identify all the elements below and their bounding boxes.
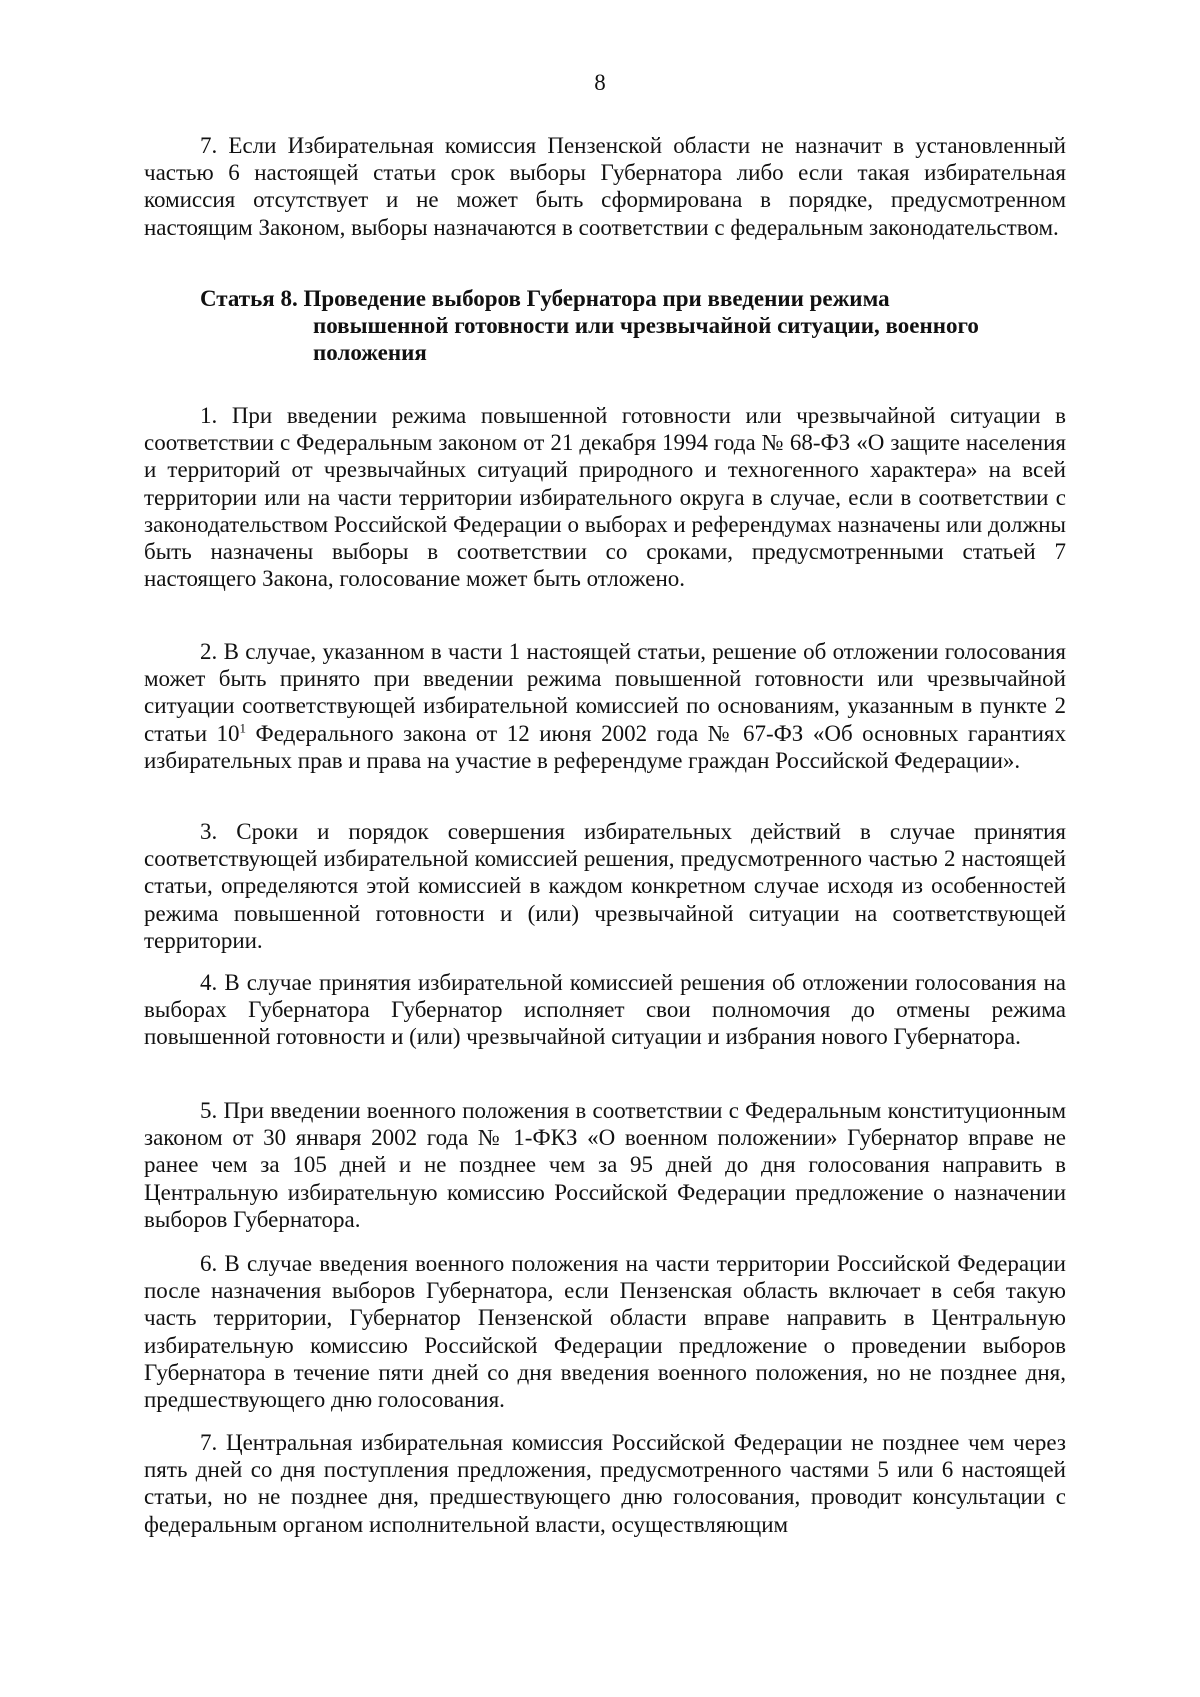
page-number: 8: [594, 70, 606, 95]
paragraph-2-superscript: 1: [239, 719, 247, 735]
article-heading: [200, 285, 1060, 367]
paragraph-2-text-a: 2. В случае, указанном в части 1 настоящей статьи, решение об отложении голосования может быть принято при введении режима повышенной готовности или чрезвычайной ситуации соответствующей избирательной комиссией по основаниям, указанным в пункте 2 статьи 10: [144, 639, 1066, 746]
paragraph-5: 5. При введении военного положения в соответствии с Федеральным конституционным законом от 30 января 2002 года № 1-ФКЗ «О военном положении» Губернатор вправе не ранее чем за 105 дней и не позднее чем за 95 дней до дня голосования направить в Центральную избирательную комиссию Российской Федерации предложение о назначении выборов Губернатора.: [144, 1098, 1066, 1232]
paragraph-6: 6. В случае введения военного положения на части территории Российской Федерации после назначения выборов Губернатора, если Пензенская область включает в себя такую часть территории, Губернатор Пензенской области вправе направить в Центральную избирательную комиссию Российской Федерации предложение о проведении выборов Губернатора в течение пяти дней со дня введения военного положения, но не позднее дня, предшествующего дню голосования.: [144, 1251, 1066, 1413]
intro-paragraph: 7. Если Избирательная комиссия Пензенской области не назначит в установленный частью 6 настоящей статьи срок выборы Губернатора либо если такая избирательная комиссия отсутствует и не может быть сформирована в порядке, предусмотренном настоящим Законом, выборы назначаются в соответствии с федеральным законодательством.: [144, 133, 1066, 240]
paragraph-2: [144, 638, 1066, 774]
paragraph-3: 3. Сроки и порядок совершения избирательных действий в случае принятия соответствующей избирательной комиссией решения, предусмотренного частью 2 настоящей статьи, определяются этой комиссией в каждом конкретном случае исходя из особенностей режима повышенной готовности и (или) чрезвычайной ситуации на соответствующей территории.: [144, 819, 1066, 953]
article-title-line-3: положения: [313, 340, 427, 366]
article-title-line-1: Статья 8. Проведение выборов Губернатора при введении режима: [200, 286, 890, 311]
paragraph-7: 7. Центральная избирательная комиссия Российской Федерации не позднее чем через пять дней со дня поступления предложения, предусмотренного частями 5 или 6 настоящей статьи, но не позднее дня, предшествующего дню голосования, проводит консультации с федеральным органом исполнительной власти, осуществляющим: [144, 1430, 1066, 1537]
paragraph-4: 4. В случае принятия избирательной комиссией решения об отложении голосования на выборах Губернатора Губернатор исполняет свои полномочия до отмены режима повышенной готовности и (или) чрезвычайной ситуации и избрания нового Губернатора.: [144, 970, 1066, 1050]
paragraph-1: 1. При введении режима повышенной готовности или чрезвычайной ситуации в соответствии с Федеральным законом от 21 декабря 1994 года № 68-ФЗ «О защите населения и территорий от чрезвычайных ситуаций природного и техногенного характера» на всей территории или на части территории избирательного округа в случае, если в соответствии с законодательством Российской Федерации о выборах и референдумах назначены или должны быть назначены выборы в соответствии со сроками, предусмотренными статьей 7 настоящего Закона, голосование может быть отложено.: [144, 403, 1066, 592]
paragraph-2-text-b: Федерального закона от 12 июня 2002 года № 67-ФЗ «Об основных гарантиях избирательных прав и права на участие в референдуме граждан Российской Федерации».: [144, 720, 1066, 773]
article-title-line-2: повышенной готовности или чрезвычайной ситуации, военного: [313, 313, 979, 339]
